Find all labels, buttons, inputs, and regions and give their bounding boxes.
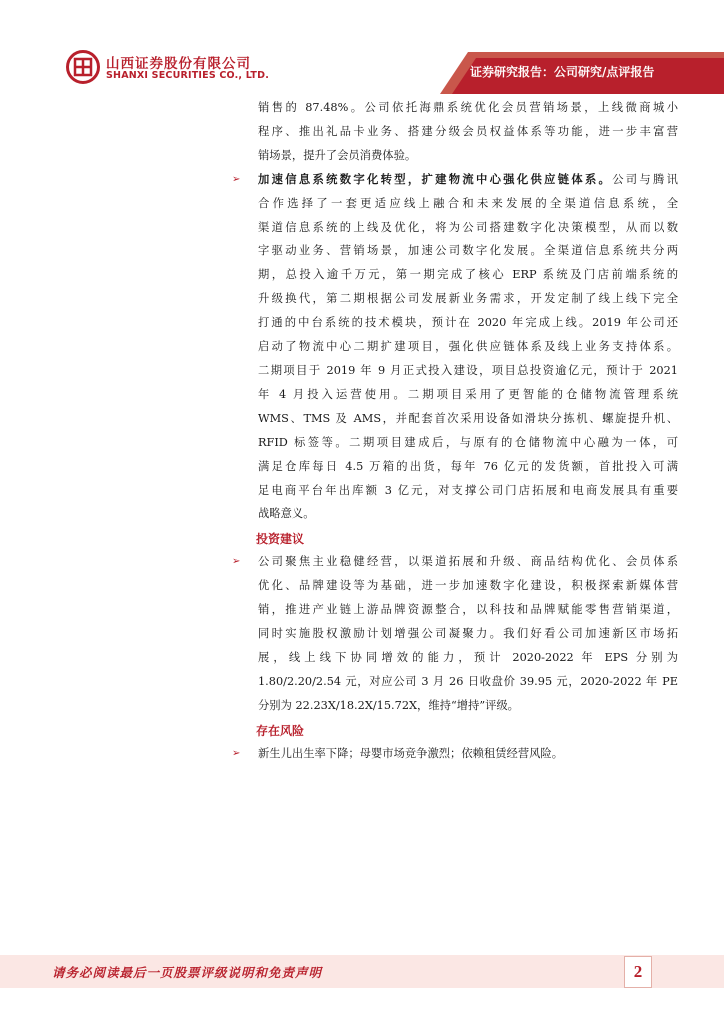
text-line: 年 4 月投入运营使用。二期项目采用了更智能的仓储物流管理系统: [258, 387, 678, 401]
page-number: 2: [624, 956, 652, 988]
header-banner: [0, 0, 724, 96]
paragraph-digitalization: [232, 168, 678, 527]
paragraph-investment: [232, 550, 678, 717]
text-line: 优化、品牌建设等为基础，进一步加速数字化建设，积极探索新媒体营: [258, 579, 678, 593]
text-line: [258, 168, 678, 192]
page-header: [0, 0, 724, 96]
text-line: 期，总投入逾千万元，第一期完成了核心 ERP 系统及门店前端系统的: [258, 268, 678, 282]
text-line: 1.80/2.20/2.54 元，对应公司 3 月 26 日收盘价 39.95 元，2020-2022 年 PE: [258, 674, 678, 688]
paragraph-risk: [232, 742, 678, 766]
text-line: 销场景，提升了会员消费体验。: [258, 148, 417, 162]
bullet-arrow-icon: ➢: [232, 173, 241, 185]
text-fragment: 公司与腾讯: [612, 172, 678, 186]
text-line: 满足仓库每日 4.5 万箱的出货，每年 76 亿元的发货额，首批投入可满: [258, 459, 678, 473]
text-line: 战略意义。: [258, 507, 315, 521]
text-line: 启动了物流中心二期扩建项目，强化供应链体系及线上业务支持体系。: [258, 340, 678, 354]
company-name-cn: 山西证券股份有限公司: [106, 56, 251, 72]
text-line: 销售的 87.48%。公司依托海鼎系统优化会员营销场景，上线微商城小: [258, 101, 678, 114]
text-line: 字驱动业务、营销场景，加速公司数字化发展。全渠道信息系统共分两: [258, 244, 678, 258]
text-line: WMS、TMS 及 AMS，并配套首次采用设备如滑块分拣机、螺旋提升机、: [258, 411, 678, 425]
text-line: 合作选择了一套更适应线上融合和未来发展的全渠道信息系统，全: [258, 196, 678, 210]
report-body: [232, 96, 678, 766]
text-line: 销，推进产业链上游品牌资源整合，以科技和品牌赋能零售营销渠道，: [258, 603, 678, 617]
bullet-arrow-icon: ➢: [232, 747, 241, 759]
text-line: RFID 标签等。二期项目建成后，与原有的仓储物流中心融为一体，可: [258, 435, 678, 449]
text-line: 展，线上线下协同增效的能力，预计 2020-2022 年 EPS 分别为: [258, 650, 678, 664]
text-line: 新生儿出生率下降；母婴市场竞争激烈；依赖租赁经营风险。: [258, 746, 564, 760]
section-title-risk: 存在风险: [256, 723, 305, 738]
company-name-en: SHANXI SECURITIES CO., LTD.: [106, 70, 270, 81]
text-line: 打通的中台系统的技术模块，预计在 2020 年完成上线。2019 年公司还: [258, 316, 678, 330]
section-title-investment: 投资建议: [256, 532, 305, 547]
text-line: 程序、推出礼品卡业务、搭建分级会员权益体系等功能，进一步丰富营: [258, 124, 678, 138]
text-line: 升级换代，第二期根据公司发展新业务需求，开发定制了线上线下完全: [258, 292, 678, 306]
report-type: 证券研究报告：公司研究/点评报告: [470, 65, 655, 79]
text-line: 公司聚焦主业稳健经营，以渠道拓展和升级、商品结构优化、会员体系: [258, 555, 678, 569]
text-line: 渠道信息系统的上线及优化，将为公司搭建数字化决策模型，从而以数: [258, 220, 678, 234]
bullet-arrow-icon: ➢: [232, 556, 241, 568]
company-logo-icon: [66, 50, 100, 84]
text-line: 分别为 22.23X/18.2X/15.72X，维持“增持”评级。: [258, 698, 519, 712]
text-line: 足电商平台年出库额 3 亿元，对支撑公司门店拓展和电商发展具有重要: [258, 483, 678, 497]
text-line: 二期项目于 2019 年 9 月正式投入建设，项目总投资逾亿元，预计于 2021: [258, 363, 678, 377]
footer-disclaimer: 请务必阅读最后一页股票评级说明和免责声明: [52, 965, 323, 980]
text-line: 同时实施股权激励计划增强公司凝聚力。我们好看公司加速新区市场拓: [258, 627, 678, 641]
paragraph-member-marketing: [258, 96, 678, 168]
key-point: 加速信息系统数字化转型，扩建物流中心强化供应链体系。: [258, 171, 613, 186]
